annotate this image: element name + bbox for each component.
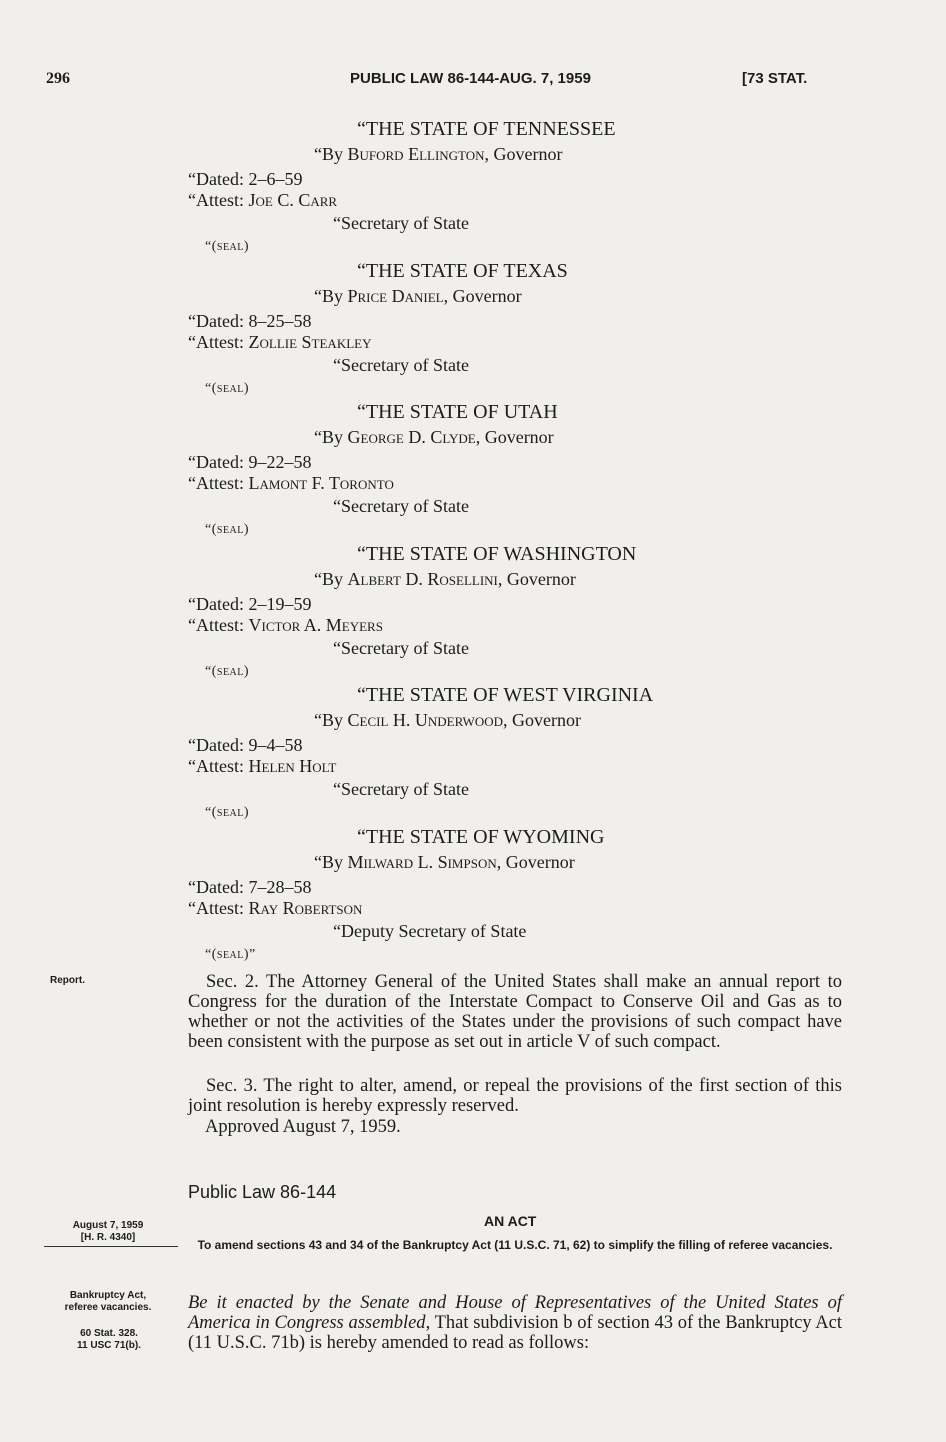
governor-prefix: “By xyxy=(314,710,348,730)
secretary-title: “Secretary of State xyxy=(333,637,469,658)
attest-prefix: “Attest: xyxy=(188,473,249,493)
attest-line xyxy=(188,189,337,211)
governor-line xyxy=(314,568,576,590)
governor-name: Albert D. Rosellini xyxy=(347,568,498,589)
statute-volume: [73 STAT. xyxy=(742,70,808,87)
attest-prefix: “Attest: xyxy=(188,897,249,918)
dated-line: “Dated: 9–22–58 xyxy=(188,452,312,472)
attest-line xyxy=(188,614,383,636)
governor-line xyxy=(314,285,522,307)
section-3-text: Sec. 3. The right to alter, amend, or repeal the provisions of the first section of this joint resolution is hereby expressly reserved. xyxy=(188,1076,842,1116)
running-head: PUBLIC LAW 86-144-AUG. 7, 1959 xyxy=(350,70,591,87)
margin-note-citation xyxy=(50,1328,168,1352)
governor-prefix: “By xyxy=(314,144,348,164)
attest-line xyxy=(188,897,362,919)
governor-suffix: , Governor xyxy=(475,427,554,447)
seal-mark: “(seal) xyxy=(205,663,250,679)
seal-mark: “(seal) xyxy=(205,380,250,396)
governor-prefix: “By xyxy=(314,285,348,306)
governor-suffix: , Governor xyxy=(503,710,581,730)
secretary-title: “Deputy Secretary of State xyxy=(333,920,527,941)
section-2 xyxy=(188,972,842,1052)
seal-mark: “(seal) xyxy=(205,239,250,254)
attest-name: Ray Robertson xyxy=(248,897,363,918)
subject-line-1: Bankruptcy Act, xyxy=(69,1290,147,1301)
attest-name: Lamont F. Toronto xyxy=(248,473,394,493)
dated-line: “Dated: 9–4–58 xyxy=(188,735,303,755)
state-name: “THE STATE OF WASHINGTON xyxy=(357,542,637,565)
secretary-title: “Secretary of State xyxy=(333,354,469,375)
section-3 xyxy=(188,1076,842,1116)
seal-mark: “(seal)” xyxy=(205,946,256,962)
state-name: “THE STATE OF TEXAS xyxy=(357,259,568,282)
attest-prefix: “Attest: xyxy=(188,614,249,635)
act-purpose: To amend sections 43 and 34 of the Bankruptcy Act (11 U.S.C. 71, 62) to simplify the filling of referee vacancies. xyxy=(197,1238,833,1252)
governor-prefix: “By xyxy=(314,568,348,589)
governor-line xyxy=(314,851,575,873)
governor-name: Cecil H. Underwood xyxy=(347,710,503,730)
public-law-title: Public Law 86-144 xyxy=(188,1182,337,1202)
governor-suffix: , Governor xyxy=(484,144,563,164)
governor-line xyxy=(314,143,563,165)
margin-note-report: Report. xyxy=(50,975,85,986)
attest-name: Zollie Steakley xyxy=(248,331,372,352)
approval-line: Approved August 7, 1959. xyxy=(205,1117,401,1137)
secretary-title: “Secretary of State xyxy=(333,213,469,233)
governor-suffix: , Governor xyxy=(443,285,522,306)
state-name: “THE STATE OF WYOMING xyxy=(357,825,605,848)
governor-prefix: “By xyxy=(314,851,348,872)
dated-line: “Dated: 2–19–59 xyxy=(188,593,312,614)
attest-line xyxy=(188,755,336,777)
attest-line xyxy=(188,472,394,494)
citation-line-1: 60 Stat. 328. xyxy=(80,1328,138,1339)
citation-line-2: 11 USC 71(b). xyxy=(77,1340,141,1351)
margin-note-subject xyxy=(38,1290,178,1314)
section-2-text: Sec. 2. The Attorney General of the United States shall make an annual report to Congress for the duration of the Interstate Compact to Conserve Oil and Gas as to whether or not the activities of the States under the provisions of such compact have been consistent with the purpose as set out in article V of such compact. xyxy=(188,972,842,1052)
attest-prefix: “Attest: xyxy=(188,756,249,776)
governor-name: Buford Ellington xyxy=(347,144,485,164)
enacting-clause xyxy=(188,1293,842,1353)
governor-line xyxy=(314,426,554,448)
governor-line xyxy=(314,709,581,731)
seal-mark: “(seal) xyxy=(205,805,250,820)
governor-suffix: , Governor xyxy=(497,568,576,589)
state-name: “THE STATE OF TENNESSEE xyxy=(357,118,616,140)
bill-number: [H. R. 4340] xyxy=(80,1232,136,1243)
dated-line: “Dated: 7–28–58 xyxy=(188,876,312,897)
enacting-clause-italic: Be it enacted by the Senate and House of Representatives of the United States of America in Congress assembled xyxy=(188,1293,842,1333)
secretary-title: “Secretary of State xyxy=(333,496,469,516)
seal-mark: “(seal) xyxy=(205,522,250,537)
governor-name: George D. Clyde xyxy=(347,427,476,447)
dated-line: “Dated: 2–6–59 xyxy=(188,169,303,189)
margin-rule xyxy=(44,1246,178,1247)
state-name: “THE STATE OF WEST VIRGINIA xyxy=(357,684,654,706)
attest-name: Victor A. Meyers xyxy=(248,614,383,635)
dated-line: “Dated: 8–25–58 xyxy=(188,310,312,331)
enacting-clause-body: , That subdivision b of section 43 of the Bankruptcy Act (11 U.S.C. 71b) is hereby amended to read as follows: xyxy=(188,1313,842,1353)
attest-name: Helen Holt xyxy=(248,756,337,776)
act-heading: AN ACT xyxy=(484,1213,537,1229)
governor-prefix: “By xyxy=(314,427,348,447)
attest-name: Joe C. Carr xyxy=(248,190,338,210)
state-name: “THE STATE OF UTAH xyxy=(357,401,558,423)
attest-prefix: “Attest: xyxy=(188,190,249,210)
attest-prefix: “Attest: xyxy=(188,331,249,352)
page-number: 296 xyxy=(46,70,70,87)
subject-line-2: referee vacancies. xyxy=(64,1302,152,1313)
governor-name: Milward L. Simpson xyxy=(347,851,497,872)
governor-name: Price Daniel xyxy=(347,285,444,306)
secretary-title: “Secretary of State xyxy=(333,779,469,799)
governor-suffix: , Governor xyxy=(496,851,575,872)
attest-line xyxy=(188,331,371,353)
margin-note-date xyxy=(52,1220,164,1244)
enactment-date: August 7, 1959 xyxy=(72,1220,144,1231)
